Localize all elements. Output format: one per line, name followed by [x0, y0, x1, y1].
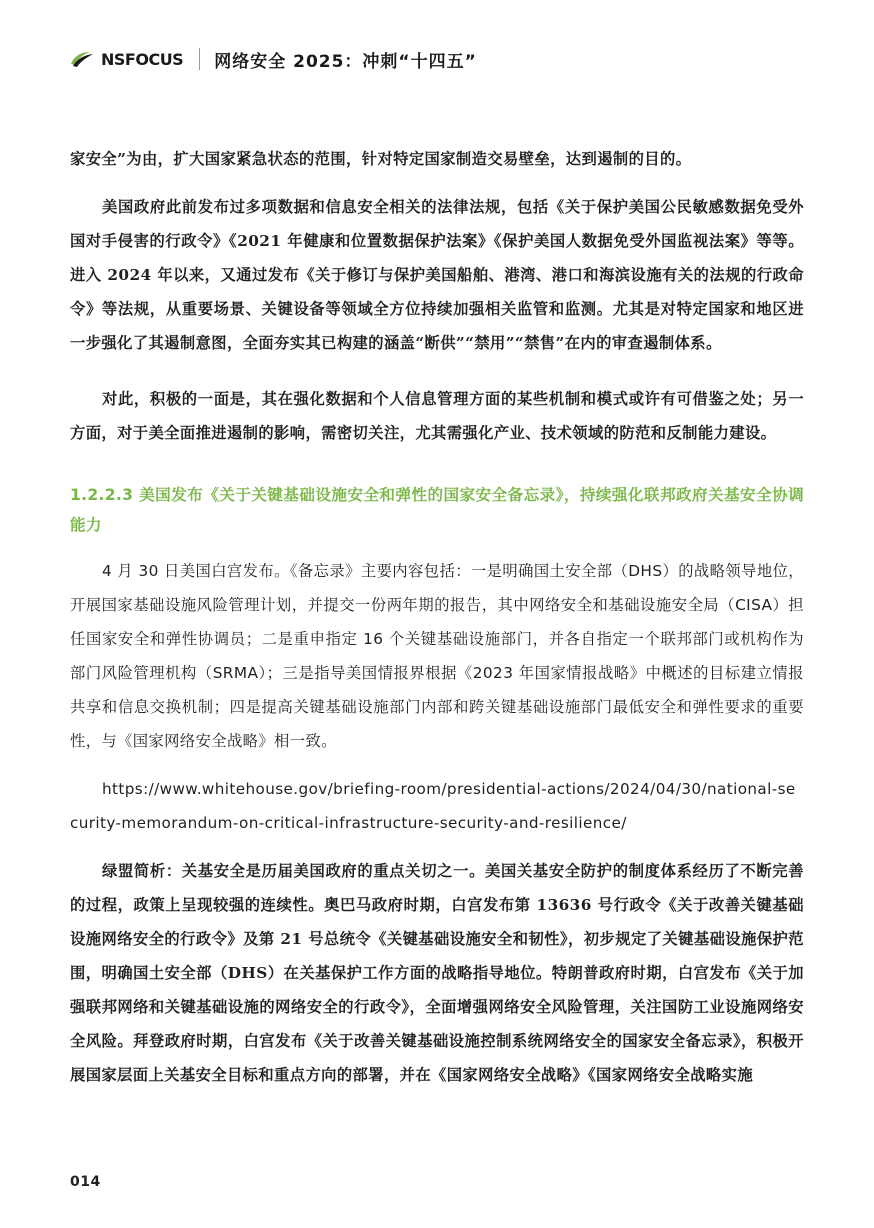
page-number: 014 [70, 1174, 101, 1190]
paragraph-continued: 家安全”为由，扩大国家紧急状态的范围，针对特定国家制造交易壁垒，达到遏制的目的。 [70, 150, 692, 168]
page-header [70, 42, 804, 76]
brand-logo [70, 50, 183, 69]
paragraph-nsfocus-commentary: 绿盟简析：关基安全是历届美国政府的重点关切之一。美国关基安全防护的制度体系经历了不断完善的过程，政策上呈现较强的连续性。奥巴马政府时期，白宫发布第 13636 号行政令《关于改善关键基础设施网络安全的行政令》及第 21 号总统令《关键基础设施安全和韧性》，初步规定了关键基础设施保护范围，明确国土安全部（DHS）在关基保护工作方面的战略指导地位。特朗普政府时期，白宫发布《关于加强联邦网络和关键基础设施的网络安全的行政令》，全面增强网络安全风险管理，关注国防工业设施网络安全风险。拜登政府时期，白宫发布《关于改善关键基础设施控制系统网络安全的国家安全备忘录》，积极开展国家层面上关基安全目标和重点方向的部署，并在《国家网络安全战略》《国家网络安全战略实施 [70, 862, 804, 1084]
section-heading-1-2-2-3: 1.2.2.3 美国发布《关于关键基础设施安全和弹性的国家安全备忘录》，持续强化联邦政府关基安全协调能力 [70, 486, 804, 534]
header-divider [199, 48, 200, 70]
page-content [70, 142, 804, 1092]
paragraph-laws-overview: 美国政府此前发布过多项数据和信息安全相关的法律法规，包括《关于保护美国公民敏感数据免受外国对手侵害的行政令》《2021 年健康和位置数据保护法案》《保护美国人数据免受外国监视法案》等等。进入 2024 年以来，又通过发布《关于修订与保护美国船舶、港湾、港口和海滨设施有关的法规的行政命令》等法规，从重要场景、关键设备等领域全方位持续加强相关监管和监测。尤其是对特定国家和地区进一步强化了其遏制意图，全面夯实其已构建的涵盖“断供”“禁用”“禁售”在内的审查遏制体系。 [70, 198, 804, 352]
paragraph-memorandum-summary: 4 月 30 日美国白宫发布。《备忘录》主要内容包括：一是明确国土安全部（DHS）的战略领导地位，开展国家基础设施风险管理计划，并提交一份两年期的报告，其中网络安全和基础设施安全局（CISA）担任国家安全和弹性协调员；二是重申指定 16 个关键基础设施部门，并各自指定一个联邦部门或机构作为部门风险管理机构（SRMA）；三是指导美国情报界根据《2023 年国家情报战略》中概述的目标建立情报共享和信息交换机制；四是提高关键基础设施部门内部和跨关键基础设施部门最低安全和弹性要求的重要性，与《国家网络安全战略》相一致。 [70, 562, 804, 750]
source-url[interactable]: https://www.whitehouse.gov/briefing-room/presidential-actions/2024/04/30/national-security-memorandum-on-critical-infrastructure-security-and-resilience/ [70, 780, 796, 832]
paragraph-analysis: 对此，积极的一面是，其在强化数据和个人信息管理方面的某些机制和模式或许有可借鉴之处；另一方面，对于美全面推进遏制的影响，需密切关注，尤其需强化产业、技术领域的防范和反制能力建设。 [70, 390, 804, 442]
header-title: 网络安全 2025：冲刺“十四五” [214, 51, 477, 72]
brand-logo-text: NSFOCUS [101, 49, 184, 69]
nsfocus-leaf-logo-icon [70, 51, 96, 67]
